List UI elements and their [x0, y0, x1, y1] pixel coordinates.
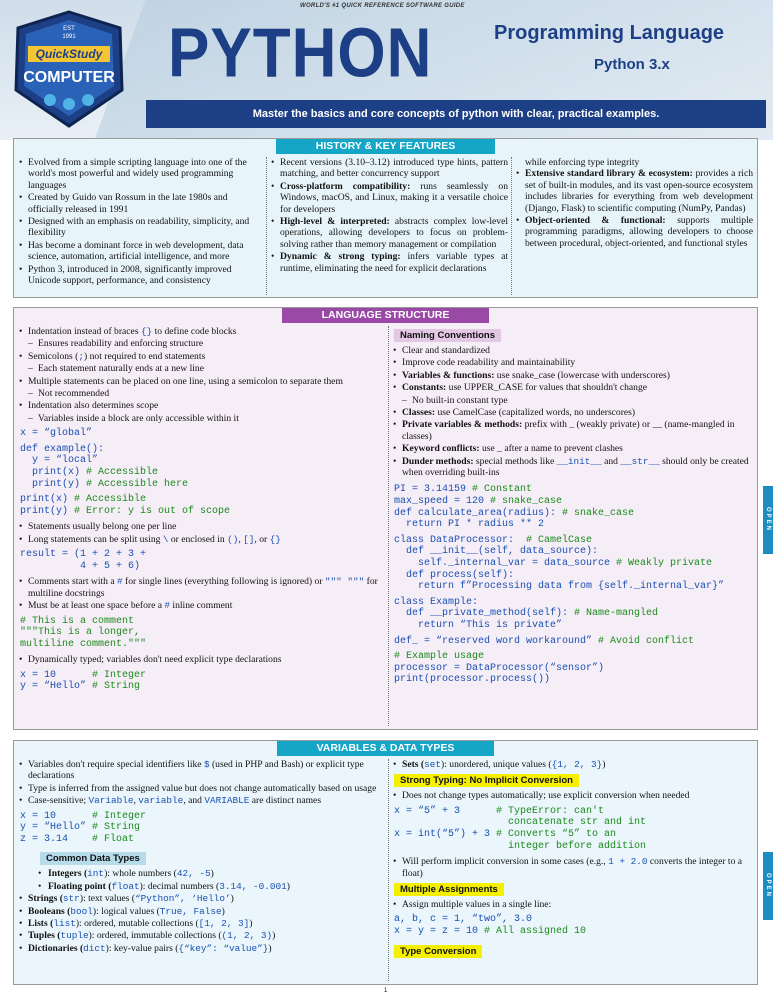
list-item: – No built-in constant type — [392, 395, 752, 406]
list-item: • Must be at least one space before a # inline comment — [18, 600, 386, 611]
list-item: • Integers (int): whole numbers (42, -5) — [18, 868, 386, 879]
list-item: • Variables & functions: use snake_case (lowercase with underscores) — [392, 370, 752, 381]
list-item: • Recent versions (3.10–3.12) introduced type hints, pattern matching, and better concurrency support — [270, 157, 508, 180]
list-item: • Booleans (bool): logical values (True, False) — [18, 906, 386, 917]
list-item: • Evolved from a simple scripting language into one of the world's most powerful and widely used programming languages — [18, 157, 263, 191]
list-item: • Does not change types automatically; use explicit conversion when needed — [392, 790, 752, 801]
variables-col-left — [18, 759, 386, 955]
list-item: • Object-oriented & functional: supports multiple programming paradigms, allowing developers to choose between procedural, object-oriented, and functional styles — [515, 215, 753, 249]
badge-est: EST — [63, 26, 75, 32]
page-title: PYTHON — [168, 15, 433, 93]
intro-banner: Master the basics and core concepts of python with clear, practical examples. — [146, 100, 766, 128]
list-item: • Floating point (float): decimal numbers (3.14, -0.001) — [18, 881, 386, 892]
list-item: • Private variables & methods: prefix with _ (weakly private) or __ (name-mangled in classes) — [392, 419, 752, 442]
quickstudy-badge-logo — [10, 10, 128, 128]
list-item: • Python 3, introduced in 2008, significantly improved Unicode support, performance, and consistency — [18, 264, 263, 287]
list-item: • Dynamically typed; variables don't need explicit type declarations — [18, 654, 386, 665]
list-item: • Keyword conflicts: use _ after a name to prevent clashes — [392, 443, 752, 454]
code-block: x = “5” + 3 # TypeError: can't concatenate str and int x = int(“5”) + 3 # Converts “5” to an integer before addition — [394, 805, 647, 852]
language-col-left — [18, 326, 386, 697]
list-item: • Dunder methods: special methods like __init__ and __str__ should only be created when overriding built-ins — [392, 456, 752, 479]
code-block: x = 10 # Integer y = “Hello” # String — [20, 669, 147, 693]
code-block: x = 10 # Integer y = “Hello” # String z = 3.14 # Float — [20, 810, 147, 845]
list-item: • High-level & interpreted: abstracts complex low-level operations, allowing developers to focus on problem-solving rather than memory management or compilation — [270, 216, 508, 250]
tagline: WORLD'S #1 QUICK REFERENCE SOFTWARE GUIDE — [300, 3, 465, 9]
strong-typing-label: Strong Typing: No Implicit Conversion — [394, 774, 579, 787]
code-block: print(x) # Accessible print(y) # Error: y is out of scope — [20, 494, 231, 517]
open-tab: OPEN — [763, 486, 773, 554]
list-item: • Lists (list): ordered, mutable collections ([1, 2, 3]) — [18, 918, 386, 929]
list-item: – Variables inside a block are only accessible within it — [18, 413, 386, 424]
code-block: a, b, c = 1, “two”, 3.0 x = y = z = 10 # All assigned 10 — [394, 914, 587, 937]
history-col-2 — [270, 157, 508, 275]
code-block: result = (1 + 2 + 3 + 4 + 5 + 6) — [20, 549, 147, 572]
list-item: • Semicolons (;) not required to end statements — [18, 351, 386, 362]
open-tab: OPEN — [763, 852, 773, 920]
divider — [511, 157, 512, 295]
history-col-1 — [18, 157, 263, 287]
list-item: – Not recommended — [18, 388, 386, 399]
badge-topic: COMPUTER — [23, 69, 115, 86]
code-block: PI = 3.14159 # Constant max_speed = 120 # snake_case def calculate_area(radius): # snake_case return PI * radius ** 2 — [394, 484, 635, 531]
list-item: • Assign multiple values in a single line: — [392, 899, 752, 910]
list-item: • Dynamic & strong typing: infers variable types at runtime, eliminating the need for explicit declarations — [270, 251, 508, 274]
multiple-assignments-label: Multiple Assignments — [394, 883, 504, 896]
list-item: • Strings (str): text values (“Python”, ‘Hello’) — [18, 893, 386, 904]
version: Python 3.x — [594, 56, 670, 73]
code-block: # Example usage processor = DataProcessor(“sensor”) print(processor.process()) — [394, 651, 605, 686]
type-conversion-label: Type Conversion — [394, 945, 482, 958]
badge-year: 1991 — [62, 34, 76, 40]
language-structure-section — [13, 307, 758, 730]
divider — [388, 326, 389, 726]
list-item: • Case-sensitive; Variable, variable, and VARIABLE are distinct names — [18, 795, 386, 806]
variables-col-right — [392, 759, 752, 961]
code-block: class DataProcessor: # CamelCase def __init__(self, data_source): self._internal_var = data_source # Weakly private def process(self): return f”Processing data from {self._internal_var}” — [394, 534, 725, 593]
list-item: – Each statement naturally ends at a new line — [18, 363, 386, 374]
code-block: # This is a comment """This is a longer, multiline comment.""" — [20, 615, 147, 650]
variables-heading: VARIABLES & DATA TYPES — [277, 741, 495, 756]
list-item: • Statements usually belong one per line — [18, 521, 386, 532]
list-item: • Indentation instead of braces {} to define code blocks — [18, 326, 386, 337]
list-item: • Comments start with a # for single lines (everything following is ignored) or """ """ for multiline docstrings — [18, 576, 386, 599]
history-col-3 — [515, 157, 753, 250]
language-heading: LANGUAGE STRUCTURE — [282, 308, 490, 323]
divider — [266, 157, 267, 295]
history-heading: HISTORY & KEY FEATURES — [276, 139, 495, 154]
language-col-right — [392, 326, 752, 690]
list-item: • Improve code readability and maintainability — [392, 357, 752, 368]
code-block: x = “global” — [20, 428, 93, 440]
list-item: • Has become a dominant force in web development, data science, automation, artificial intelligence, and more — [18, 240, 263, 263]
list-item: • Multiple statements can be placed on one line, using a semicolon to separate them — [18, 376, 386, 387]
list-item: • Tuples (tuple): ordered, immutable collections ((1, 2, 3)) — [18, 930, 386, 941]
list-item: • Clear and standardized — [392, 345, 752, 356]
list-item: • Extensive standard library & ecosystem: provides a rich set of built-in modules, and its vast open-source ecosystem includes libraries for everything from web development (Django, Flask) to scientific computing (NumPy, Pandas) — [515, 168, 753, 214]
code-block: class Example: def __private_method(self): # Name-mangled return “This is private” — [394, 596, 659, 631]
list-item: • Long statements can be split using \ or enclosed in (), [], or {} — [18, 534, 386, 545]
continued-text: while enforcing type integrity — [525, 157, 640, 168]
list-item: • Classes: use CamelCase (capitalized words, no underscores) — [392, 407, 752, 418]
list-item: • Variables don't require special identifiers like $ (used in PHP and Bash) or explicit type declarations — [18, 759, 386, 782]
subtitle: Programming Language — [494, 22, 725, 44]
naming-conventions-label: Naming Conventions — [394, 329, 501, 342]
divider — [388, 759, 389, 981]
header-banner — [0, 0, 773, 140]
list-item: • Sets (set): unordered, unique values ({1, 2, 3}) — [392, 759, 752, 770]
list-item: • Created by Guido van Rossum in the late 1980s and officially released in 1991 — [18, 192, 263, 215]
list-item: • Dictionaries (dict): key-value pairs ({“key”: “value”}) — [18, 943, 386, 954]
list-item: • Will perform implicit conversion in some cases (e.g., 1 + 2.0 converts the integer to a float) — [392, 856, 752, 879]
list-item: • Designed with an emphasis on readability, simplicity, and flexibility — [18, 216, 263, 239]
common-data-types-label: Common Data Types — [40, 852, 146, 865]
list-item: • Type is inferred from the assigned value but does not change automatically based on usage — [18, 783, 386, 794]
page-number: 1 — [384, 988, 388, 994]
code-block: def example(): y = “local” print(x) # Accessible print(y) # Accessible here — [20, 443, 189, 490]
list-item: • Indentation also determines scope — [18, 400, 386, 411]
history-section — [13, 138, 758, 298]
code-block: def_ = “reserved word workaround” # Avoid conflict — [394, 635, 695, 647]
variables-section — [13, 740, 758, 985]
list-item: • Constants: use UPPER_CASE for values that shouldn't change — [392, 382, 752, 393]
badge-brand: QuickStudy — [35, 47, 103, 61]
list-item: • Cross-platform compatibility: runs seamlessly on Windows, macOS, and Linux, making it a versatile choice for developers — [270, 181, 508, 215]
list-item: – Ensures readability and enforcing structure — [18, 338, 386, 349]
